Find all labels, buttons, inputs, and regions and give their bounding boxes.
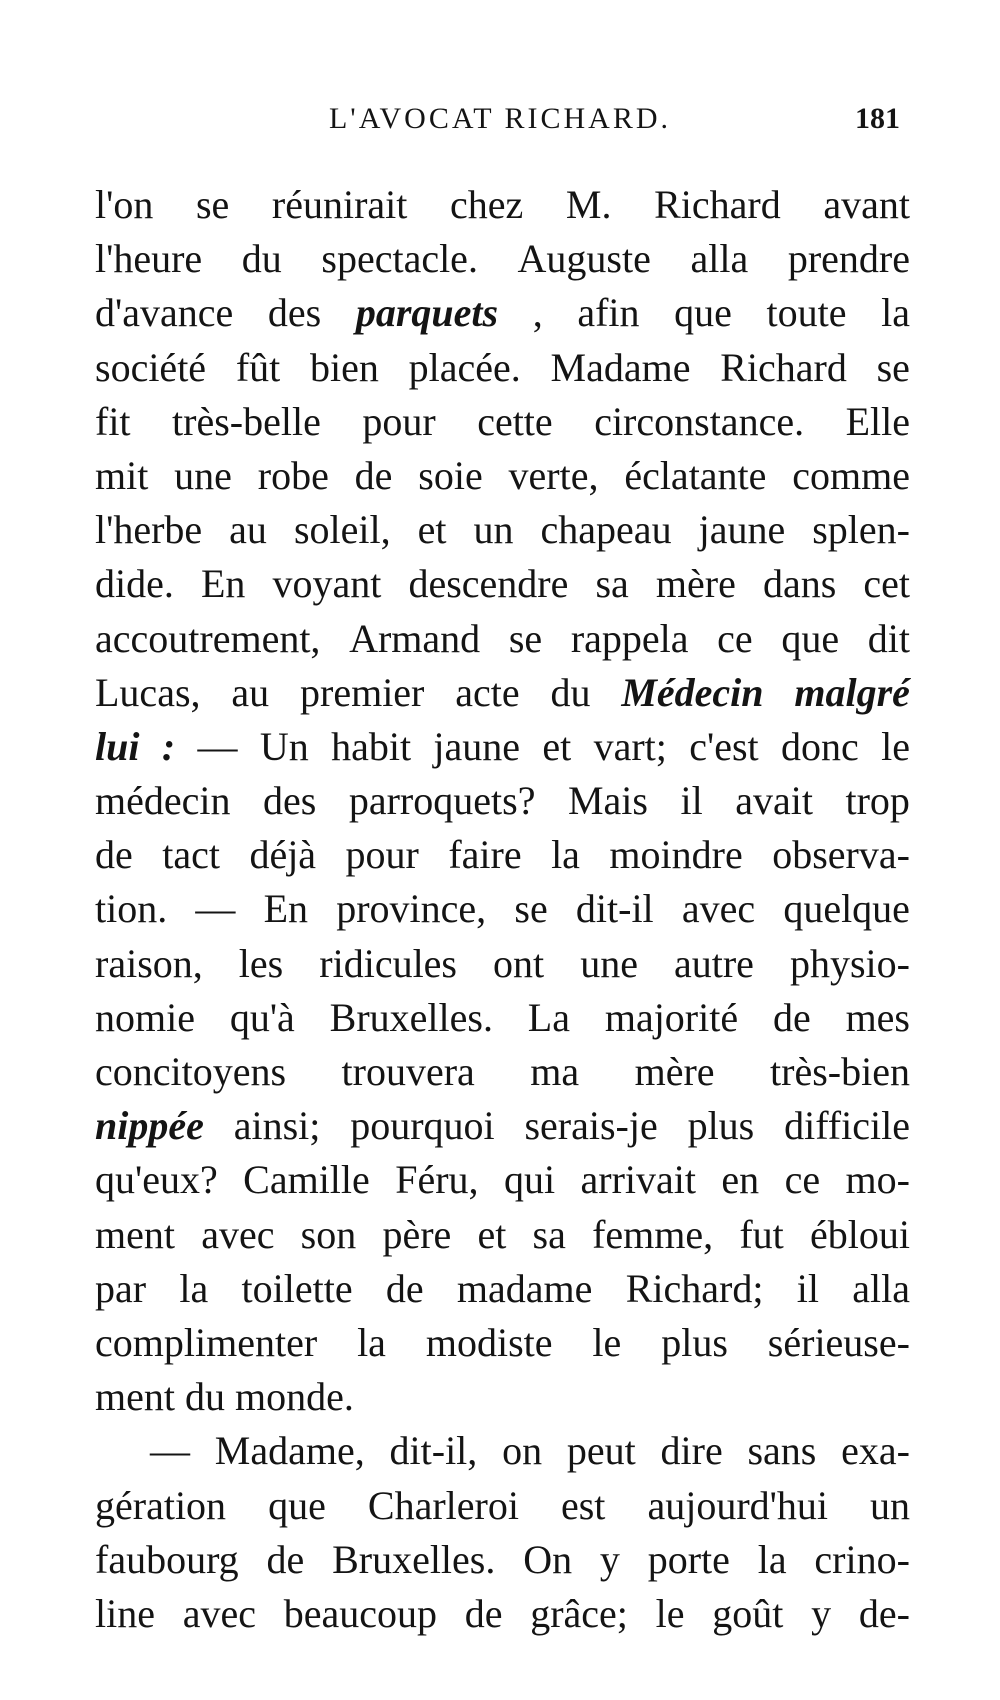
word: ainsi; [233, 1103, 321, 1149]
text-line [95, 1316, 910, 1370]
word: avec [182, 1590, 256, 1636]
word: alla [690, 236, 749, 282]
word: la [551, 832, 580, 878]
word: Madame [550, 344, 691, 390]
word: faubourg [95, 1536, 239, 1582]
word: La [527, 994, 570, 1040]
text-line [95, 557, 910, 611]
word: aujourd'hui [647, 1482, 828, 1528]
word: mère [655, 561, 736, 607]
word: son [300, 1211, 357, 1257]
word: très-belle [172, 398, 321, 444]
text-line [95, 1479, 910, 1533]
word: ont [493, 940, 545, 986]
word: de [95, 832, 133, 878]
word: se [514, 886, 548, 932]
word: majorité [604, 994, 739, 1040]
word: prendre [787, 236, 910, 282]
word: goût [712, 1590, 784, 1636]
word: faire [448, 832, 522, 878]
word: ce [784, 1157, 821, 1203]
word: avant [823, 182, 910, 227]
word: il [796, 1265, 819, 1311]
word: de- [858, 1590, 910, 1636]
word: de [772, 994, 811, 1040]
word: En [200, 561, 246, 607]
word: donc [781, 723, 859, 769]
word: une [174, 452, 232, 498]
word: de [464, 1590, 503, 1636]
text-line [95, 1208, 910, 1262]
word: l'heure [95, 236, 203, 282]
word: la [881, 290, 910, 336]
word: il [680, 778, 703, 824]
text-line [95, 286, 910, 340]
word: grâce; [530, 1590, 628, 1636]
word: est [560, 1482, 606, 1528]
word: physio- [789, 940, 910, 986]
word: ridicules [319, 940, 457, 986]
word: madame [456, 1265, 593, 1311]
page-number: 181 [855, 102, 900, 135]
text-line [95, 666, 910, 720]
word: la [179, 1265, 209, 1311]
word: la [757, 1536, 787, 1582]
word: société [95, 344, 207, 390]
word: un [870, 1482, 910, 1528]
word: Lucas, [95, 669, 201, 715]
text-line [95, 1045, 910, 1099]
word: se [876, 344, 910, 390]
word: soleil, [293, 507, 391, 553]
word: que [268, 1482, 326, 1528]
text-line [95, 612, 910, 666]
word: et [477, 1211, 507, 1257]
word: éclatante [624, 452, 767, 498]
word: Madame, [214, 1428, 365, 1474]
word: très-bien [770, 1049, 910, 1094]
word: père [382, 1211, 452, 1257]
word: avait [735, 778, 813, 824]
word: dit-il [575, 886, 654, 932]
running-title: L'AVOCAT RICHARD. [328, 102, 671, 135]
word: Mais [567, 778, 648, 824]
word: qu'à [229, 994, 295, 1040]
word: dit-il, [389, 1428, 478, 1474]
word: sa [532, 1211, 566, 1257]
word: avec [681, 886, 756, 932]
word: premier [300, 669, 425, 715]
word: gération [95, 1482, 227, 1528]
word: du [241, 236, 282, 282]
word: complimenter [95, 1319, 318, 1365]
word: trouvera [341, 1049, 475, 1094]
text-line [95, 1153, 910, 1207]
word: dit [867, 615, 910, 661]
word: l'herbe [95, 507, 203, 553]
word: mes [845, 994, 910, 1040]
word: mit [95, 452, 149, 498]
word: concitoyens [95, 1049, 287, 1094]
word: peut [566, 1428, 636, 1474]
word: cette [477, 398, 553, 444]
word: habit [331, 723, 412, 769]
word: Un [259, 723, 309, 769]
word: pour [345, 832, 419, 878]
text-line [95, 232, 910, 286]
word: cet [863, 561, 910, 607]
word: arrivait [580, 1157, 696, 1203]
word: acte [455, 669, 520, 715]
word: autre [673, 940, 754, 986]
word: observa- [772, 832, 910, 878]
text-line [95, 341, 910, 395]
word: c'est [689, 723, 759, 769]
word: la [357, 1319, 386, 1365]
word: porte [647, 1536, 730, 1582]
word: toute [766, 290, 847, 336]
word: en [721, 1157, 760, 1203]
text-line [95, 1370, 910, 1424]
text-line [95, 774, 910, 828]
word: déjà [249, 832, 317, 878]
word: par [95, 1265, 147, 1311]
word: sérieuse- [767, 1319, 910, 1365]
word: Charleroi [367, 1482, 519, 1528]
word: comme [792, 452, 910, 498]
word: parroquets? [348, 778, 536, 824]
word: — [195, 886, 236, 932]
word: médecin [95, 778, 231, 824]
body-text [95, 178, 910, 1641]
italic-word: nippée [95, 1103, 204, 1149]
word: alla [852, 1265, 910, 1311]
word: et [417, 507, 447, 553]
word: province, [336, 886, 487, 932]
word: au [229, 507, 267, 553]
text-line [95, 1533, 910, 1587]
word: sans [747, 1428, 817, 1474]
text-line [95, 1099, 910, 1153]
word: M. [565, 182, 612, 227]
word: avec [201, 1211, 275, 1257]
word: ma [530, 1049, 580, 1094]
word: mère [634, 1049, 715, 1094]
text-line [95, 1424, 910, 1478]
word: jaune [433, 723, 521, 769]
word: soie [418, 452, 483, 498]
italic-word: parquets [355, 290, 499, 336]
word: splen- [812, 507, 910, 553]
word: un [473, 507, 514, 553]
word: tact [162, 832, 220, 878]
italic-word: malgré [794, 669, 910, 715]
word: tion. [95, 886, 168, 932]
word: pourquoi [350, 1103, 495, 1149]
word: crino- [814, 1536, 910, 1582]
word: ébloui [809, 1211, 910, 1257]
word: serais-je [524, 1103, 658, 1149]
word: — [150, 1428, 190, 1474]
text-line [95, 828, 910, 882]
word: l'on [95, 182, 154, 227]
word: sa [595, 561, 629, 607]
word: de [385, 1265, 424, 1311]
text-line [95, 449, 910, 503]
italic-word: : [161, 723, 176, 769]
word: Richard [720, 344, 847, 390]
word: chapeau [540, 507, 672, 553]
text-line [95, 937, 910, 991]
word: voyant [272, 561, 382, 607]
word: verte, [508, 452, 599, 498]
text-line [95, 503, 910, 557]
word: pour [362, 398, 436, 444]
word: de [354, 452, 393, 498]
word: dide. [95, 561, 174, 607]
running-header [0, 92, 1000, 142]
word: Richard; [625, 1265, 764, 1311]
word: Armand [349, 615, 481, 661]
word: Elle [845, 398, 910, 444]
word: ment [95, 1211, 175, 1257]
word: le [655, 1590, 685, 1636]
word: des [263, 778, 317, 824]
word: se [195, 182, 230, 227]
word: quelque [783, 886, 910, 932]
word: raison, [95, 940, 203, 986]
word: vart; [593, 723, 667, 769]
word: Auguste [517, 236, 651, 282]
word: fit [95, 398, 131, 444]
word: Bruxelles. [329, 994, 493, 1040]
word: plus [661, 1319, 728, 1365]
word: afin [577, 290, 640, 336]
word: Camille [243, 1157, 370, 1203]
word: plus [687, 1103, 755, 1149]
word: dans [762, 561, 837, 607]
word: accoutrement, [95, 615, 321, 661]
word: fût [235, 344, 281, 390]
word: robe [257, 452, 329, 498]
word: trop [845, 778, 910, 824]
word: que [674, 290, 732, 336]
italic-word: Médecin [621, 669, 764, 715]
word: qu'eux? [95, 1157, 218, 1203]
text-line [95, 395, 910, 449]
text-line [95, 991, 910, 1045]
word: rappela [570, 615, 689, 661]
word: des [267, 290, 322, 336]
word: placée. [408, 344, 521, 390]
text-segment: ment du monde. [95, 1374, 354, 1420]
word: fut [739, 1211, 784, 1257]
word: mo- [845, 1157, 910, 1203]
word: y [811, 1590, 832, 1636]
word: spectacle. [321, 236, 478, 282]
word: Richard [654, 182, 781, 227]
text-line [95, 1262, 910, 1316]
word: le [881, 723, 910, 769]
word: qui [503, 1157, 556, 1203]
word: exa- [841, 1428, 910, 1474]
word: y [599, 1536, 620, 1582]
word: En [263, 886, 309, 932]
text-line [95, 178, 910, 232]
word: nomie [95, 994, 195, 1040]
word: réunirait [271, 182, 408, 227]
word: beaucoup [283, 1590, 437, 1636]
word: on [502, 1428, 543, 1474]
word: modiste [425, 1319, 553, 1365]
word: line [95, 1590, 155, 1636]
word: jaune [698, 507, 786, 553]
word: une [580, 940, 638, 986]
word: difficile [784, 1103, 910, 1149]
word: descendre [408, 561, 569, 607]
text-line [95, 1587, 910, 1641]
text-line [95, 882, 910, 936]
word: se [508, 615, 543, 661]
word: du [550, 669, 591, 715]
word: le [592, 1319, 622, 1365]
word: que [781, 615, 840, 661]
word: Bruxelles. [332, 1536, 496, 1582]
word: femme, [592, 1211, 714, 1257]
word: les [238, 940, 284, 986]
word: circonstance. [594, 398, 805, 444]
word: et [542, 723, 572, 769]
word: — [197, 723, 238, 769]
word: au [231, 669, 270, 715]
word: chez [450, 182, 524, 227]
word: dire [660, 1428, 723, 1474]
word: d'avance [95, 290, 234, 336]
word: moindre [609, 832, 743, 878]
word: de [266, 1536, 305, 1582]
word: , [532, 290, 543, 336]
italic-word: lui [95, 723, 140, 769]
word: toilette [241, 1265, 353, 1311]
word: On [523, 1536, 573, 1582]
word: ce [717, 615, 753, 661]
word: bien [310, 344, 379, 390]
word: Féru, [395, 1157, 479, 1203]
text-line [95, 720, 910, 774]
